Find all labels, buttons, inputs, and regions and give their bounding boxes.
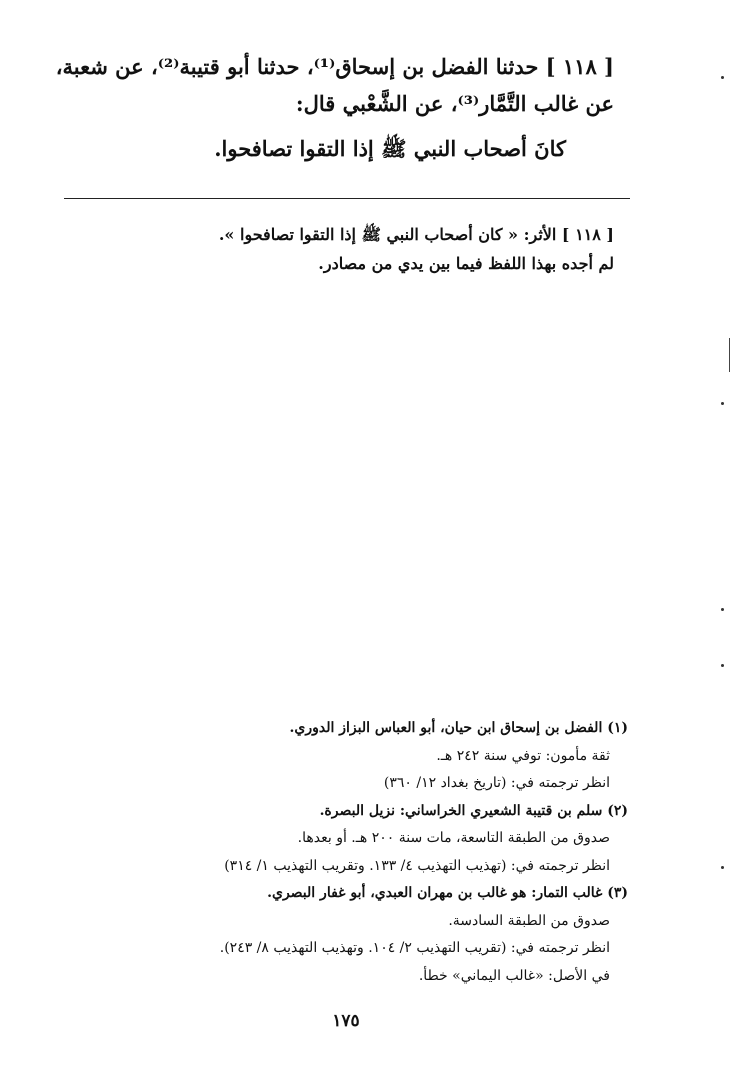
footnote-line: ثقة مأمون: توفي سنة ٢٤٢ هـ. (436, 747, 610, 764)
footnote-line: (٣) غالب التمار: هو غالب بن مهران العبدي، أبو غفار البصري. (267, 885, 628, 901)
margin-speck (721, 866, 724, 869)
note-line-2: لم أجده بهذا اللفظ فيما بين يدي من مصادر. (318, 254, 614, 273)
footnote-line: انظر ترجمته في: (تهذيب التهذيب ٤/ ١٣٣. وتقريب التهذيب ١/ ٣١٤) (224, 857, 610, 874)
footnote-line: انظر ترجمته في: (تاريخ بغداد ١٢/ ٣٦٠) (383, 775, 610, 791)
footnote-line: في الأصل: «غالب اليماني» خطأ. (418, 967, 610, 984)
footnote-line: صدوق من الطبقة السادسة. (448, 912, 610, 929)
main-narration (54, 48, 614, 167)
margin-speck (729, 338, 730, 372)
note-line-1: [ ١١٨ ] الأثر: « كان أصحاب النبي ﷺ إذا التقوا تصافحوا ». (218, 225, 614, 244)
footnote-line: (٢) سلم بن قتيبة الشعيري الخراساني: نزيل البصرة. (319, 802, 628, 819)
footnotes-section (68, 715, 628, 990)
margin-speck (721, 664, 724, 667)
margin-speck (721, 608, 724, 611)
margin-speck (721, 402, 724, 405)
commentary-note (54, 220, 614, 278)
section-divider (64, 198, 630, 199)
footnote-line: (١) الفضل بن إسحاق ابن حيان، أبو العباس البزاز الدوري. (289, 720, 628, 736)
narration-line-2: عن غالب التَّمَّار⁽³⁾، عن الشَّعْبي قال: (295, 91, 614, 116)
narration-quote: كانَ أصحاب النبي ﷺ إذا التقوا تصافحوا. (214, 136, 566, 161)
footnote-line: صدوق من الطبقة التاسعة، مات سنة ٢٠٠ هـ. أو بعدها. (297, 830, 610, 846)
page-number: ١٧٥ (332, 1011, 360, 1031)
margin-speck (721, 76, 724, 79)
footnote-line: انظر ترجمته في: (تقريب التهذيب ٢/ ١٠٤. وتهذيب التهذيب ٨/ ٢٤٣). (219, 940, 610, 956)
narration-line-1: [ ١١٨ ] حدثنا الفضل بن إسحاق⁽¹⁾، حدثنا أبو قتيبة⁽²⁾، عن شعبة، (55, 54, 614, 79)
